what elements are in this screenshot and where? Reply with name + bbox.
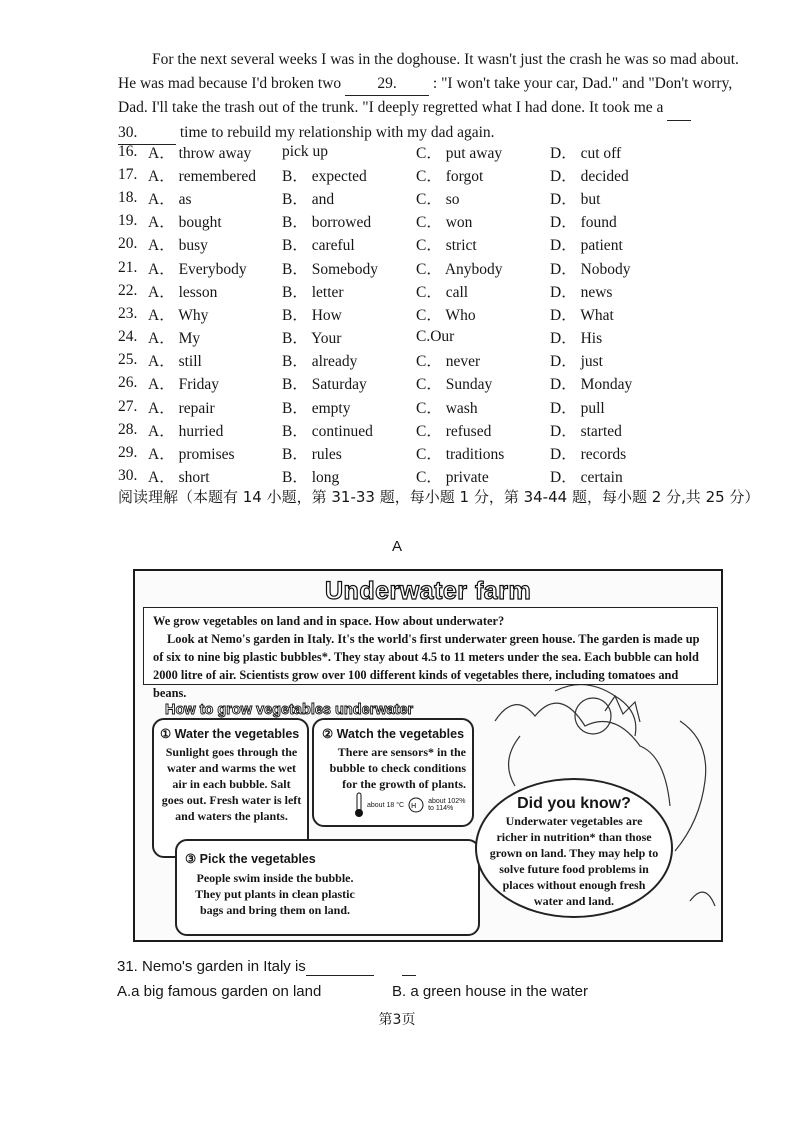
option-d: D． but	[550, 190, 601, 208]
option-a: A． as	[148, 190, 192, 208]
option-d: D． pull	[550, 399, 605, 417]
option-b: B． and	[282, 190, 335, 208]
option-c: C． traditions	[416, 446, 505, 464]
option-row	[118, 163, 758, 186]
passage-letter: A	[391, 538, 402, 555]
option-c: C． wash	[416, 399, 478, 417]
passage-text: He was mad because I'd broken two	[118, 74, 342, 92]
option-d: D． Monday	[550, 376, 633, 394]
option-d: D． patient	[550, 237, 623, 255]
svg-text:H: H	[411, 802, 417, 810]
temperature-label: about 18 °C	[367, 801, 405, 809]
option-a: A． promises	[148, 446, 235, 464]
option-b: B． borrowed	[282, 214, 372, 232]
question-number: 21.	[118, 258, 138, 276]
option-a: A． still	[148, 353, 202, 371]
option-a: A． Everybody	[148, 260, 247, 278]
option-b: B． careful	[282, 237, 355, 255]
passage-text: Dad. I'll take the trash out of the trunk. "I deeply regretted what I had done. It took me a	[118, 99, 664, 116]
option-row	[118, 233, 758, 256]
option-d: D． Nobody	[550, 260, 631, 278]
question-number: 29.	[118, 444, 138, 462]
question-number: 20.	[118, 235, 138, 253]
option-c: C． private	[416, 469, 489, 487]
question-number: 18.	[118, 188, 138, 206]
howto-heading: How to grow vegetables underwater	[165, 702, 414, 718]
step-2-card	[312, 718, 474, 827]
section-heading: 阅读理解（本题有 14 小题，第 31-33 题，每小题 1 分，第 34-44 题，每小题 2 分,共 25 分）	[118, 488, 760, 506]
option-c: C． call	[416, 283, 469, 301]
option-d: D． found	[550, 214, 617, 232]
step-2-title: ② Watch the vegetables	[322, 727, 465, 741]
option-a: A． lesson	[148, 283, 218, 301]
option-a: A． bought	[148, 214, 222, 232]
option-d: D． His	[550, 330, 603, 348]
option-b: B． long	[282, 469, 340, 487]
option-b: B． Your	[282, 330, 342, 348]
option-d: D． What	[550, 306, 614, 324]
question-number: 22.	[118, 281, 138, 299]
step-1-card	[152, 718, 309, 858]
question-number: 27.	[118, 397, 138, 415]
question-number: 30.	[118, 467, 138, 485]
option-row	[118, 210, 758, 233]
option-b: B． already	[282, 353, 358, 371]
option-d: D． records	[550, 446, 627, 464]
poster-intro	[143, 607, 718, 700]
option-b: B． Somebody	[282, 260, 379, 278]
underwater-farm-poster	[133, 569, 723, 942]
question-number: 28.	[118, 420, 138, 438]
step-1-title: ① Water the vegetables	[160, 727, 300, 741]
question-number: 23.	[118, 304, 138, 322]
option-a: A． repair	[148, 399, 215, 417]
option-c: C． Anybody	[416, 260, 503, 278]
passage-text: time to rebuild my relationship with my dad again.	[179, 123, 495, 141]
option-b: B． How	[282, 306, 342, 324]
option-row	[118, 140, 758, 163]
did-you-know-title: Did you know?	[517, 795, 631, 812]
passage-line-1: For the next several weeks I was in the doghouse. It wasn't just the crash he was so mad about.	[152, 51, 739, 68]
option-c: C． never	[416, 353, 481, 371]
step-3-title: ③ Pick the vegetables	[185, 852, 316, 866]
option-c: C． refused	[416, 422, 492, 440]
humidity-label: about 102% to 114%	[428, 798, 466, 812]
option-b: B． rules	[282, 446, 342, 464]
did-you-know-bubble	[475, 778, 673, 918]
option-b: B． expected	[282, 167, 367, 185]
question-31-stem: 31. Nemo's garden in Italy is	[117, 958, 306, 975]
option-b: pick up	[282, 142, 329, 160]
option-row	[118, 302, 758, 325]
step-3-card	[175, 839, 480, 936]
option-c: C． Sunday	[416, 376, 493, 394]
question-number: 17.	[118, 165, 138, 183]
q31-option-b: B. a green house in the water	[392, 983, 588, 1000]
option-b: B． empty	[282, 399, 351, 417]
cloze-passage	[118, 48, 748, 145]
question-number: 24.	[118, 328, 138, 346]
option-d: D． certain	[550, 469, 623, 487]
option-c: C． Who	[416, 306, 476, 324]
question-31-blank	[306, 958, 374, 976]
step-1-body: Sunlight goes through the water and warms the wet air in each bubble. Salt goes out. Fresh water is left and waters the plants.	[161, 745, 302, 823]
blank-29: 29.	[345, 72, 429, 97]
option-c: C． put away	[416, 144, 503, 162]
humidity-icon	[407, 797, 425, 813]
option-a: A． hurried	[148, 422, 224, 440]
option-d: D． decided	[550, 167, 629, 185]
option-c: C． strict	[416, 237, 477, 255]
option-a: A． Friday	[148, 376, 220, 394]
option-a: A． short	[148, 469, 210, 487]
blank-30-tail	[667, 96, 691, 121]
step-2-body: There are sensors* in the bubble to check conditions for the growth of plants.	[329, 745, 466, 791]
option-d: D． cut off	[550, 144, 622, 162]
passage-line-2	[118, 72, 748, 97]
option-row	[118, 441, 758, 464]
blank-30: 30.	[118, 121, 176, 146]
option-a: A． remembered	[148, 167, 257, 185]
option-row	[118, 395, 758, 418]
question-number: 16.	[118, 142, 138, 160]
option-c: C． won	[416, 214, 473, 232]
question-number: 25.	[118, 351, 138, 369]
question-number: 19.	[118, 212, 138, 230]
question-31-blank-tail	[402, 958, 416, 976]
option-a: A． My	[148, 330, 201, 348]
did-you-know-body: Underwater vegetables are richer in nutrition* than those grown on land. They may help to solve future food problems in places without enough fresh water and land.	[489, 814, 659, 908]
option-row	[118, 186, 758, 209]
thermometer-icon	[354, 792, 364, 818]
option-b: B． Saturday	[282, 376, 367, 394]
question-number: 26.	[118, 374, 138, 392]
step-3-body: People swim inside the bubble. They put plants in clean plastic bags and bring them on land.	[195, 871, 355, 917]
option-row	[118, 418, 758, 441]
option-row	[118, 326, 758, 349]
option-c: C.Our	[416, 328, 455, 346]
option-row	[118, 372, 758, 395]
option-b: B． continued	[282, 422, 373, 440]
answer-options-table	[118, 140, 758, 488]
option-d: D． news	[550, 283, 613, 301]
sensor-readings	[354, 792, 466, 818]
poster-title: Underwater farm	[325, 577, 532, 605]
page-number: 第3页	[378, 1012, 416, 1028]
option-b: B． letter	[282, 283, 344, 301]
option-a: A． Why	[148, 306, 209, 324]
question-31	[117, 958, 416, 976]
option-a: A． throw away	[148, 144, 252, 162]
option-row	[118, 349, 758, 372]
option-row	[118, 256, 758, 279]
option-c: C． so	[416, 190, 460, 208]
option-c: C． forgot	[416, 167, 484, 185]
passage-text: : "I won't take your car, Dad." and "Don't worry,	[432, 74, 733, 92]
intro-line: We grow vegetables on land and in space. How about underwater?	[153, 614, 505, 628]
option-d: D． started	[550, 422, 622, 440]
q31-option-a: A.a big famous garden on land	[117, 983, 322, 1000]
passage-line-3	[118, 96, 748, 121]
option-row	[118, 279, 758, 302]
option-d: D． just	[550, 353, 603, 371]
intro-paragraph: Look at Nemo's garden in Italy. It's the world's first underwater green house. The garden is made up of six to nine big plastic bubbles*. They stay about 4.5 to 11 meters under the sea. Each bubble can hold 2000 litre of air. Scientists grow over 100 different kinds of vegetables there, including tomatoes and beans.	[153, 632, 700, 700]
option-a: A． busy	[148, 237, 208, 255]
